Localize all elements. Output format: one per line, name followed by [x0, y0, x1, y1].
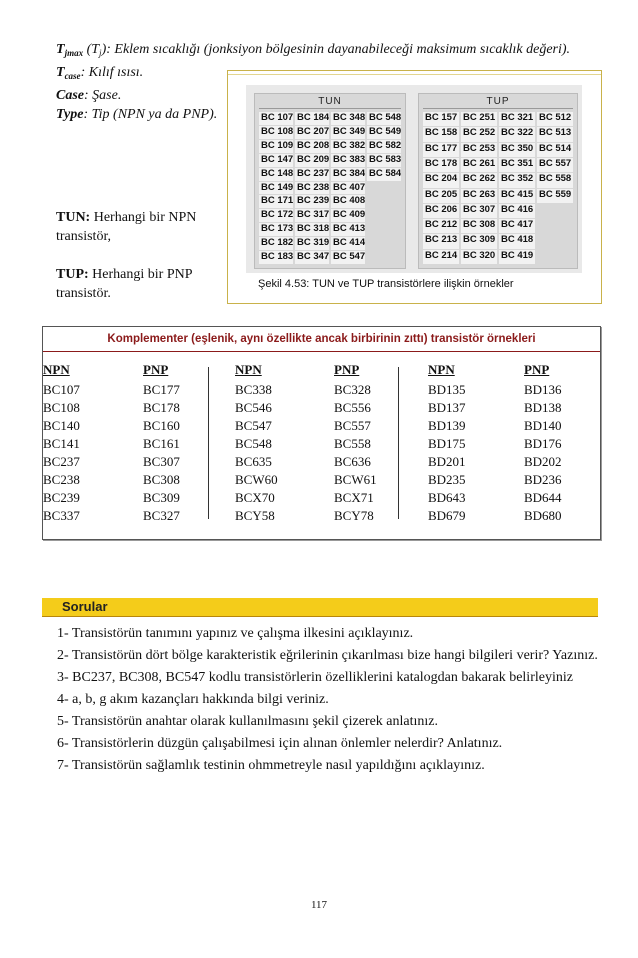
column-header: NPN	[428, 362, 455, 377]
tup-code-cell: BC 418	[499, 234, 535, 248]
tup-code-cell: BC 321	[499, 112, 535, 126]
tun-header: TUN	[259, 96, 401, 109]
transistor-code: BD235	[428, 472, 466, 487]
tun-code-cell: BC 413	[333, 223, 365, 235]
tun-code-cell: BC 208	[297, 139, 329, 151]
transistor-code: BCY58	[235, 508, 275, 523]
questions-heading-bar	[42, 598, 598, 617]
tup-code-cell: BC 558	[537, 173, 573, 187]
tun-panel	[254, 93, 406, 269]
tun-code-cell: BC 414	[333, 237, 365, 249]
question-item: 4- a, b, g akım kazançları hakkında bilgi veriniz.	[57, 692, 329, 707]
tup-code-cell: BC 262	[461, 173, 497, 187]
transistor-code: BD136	[524, 382, 562, 397]
tup-code-cell: BC 416	[499, 204, 535, 218]
transistor-code: BC178	[143, 400, 180, 415]
transistor-code: BD139	[428, 418, 466, 433]
tun-code-cell: BC 182	[261, 237, 293, 249]
tun-code-cell: BC 172	[261, 209, 293, 221]
tun-code-cell: BC 319	[297, 237, 329, 249]
questions-heading: Sorular	[62, 599, 108, 614]
tun-code-cell: BC 349	[333, 125, 365, 137]
complementer-column-pnp	[524, 361, 562, 525]
question-item: 3- BC237, BC308, BC547 kodlu transistörlerin özelliklerini katalogdan bakarak belirleyiniz	[57, 670, 573, 685]
tup-code-cell: BC 415	[499, 189, 535, 203]
column-header: PNP	[524, 362, 550, 377]
transistor-code: BC239	[43, 490, 80, 505]
tun-code-cell: BC 384	[333, 167, 365, 179]
transistor-code: BC140	[43, 418, 80, 433]
transistor-code: BD137	[428, 400, 466, 415]
def-tjmax-symbol: $T_{jmax}$	[56, 42, 84, 58]
tun-code-cell: BC 184	[297, 112, 329, 123]
tun-code-cell: BC 347	[297, 251, 329, 263]
tup-code-cell: BC 206	[423, 204, 459, 218]
tup-code-cell: BC 513	[537, 127, 573, 141]
tup-code-grid	[423, 112, 573, 264]
def-tjmax: $T_{jmax}$ $(T_j)$: Eklem sıcaklığı (jonksiyon bölgesinin dayanabileceği maksimum sıcaklık değeri).	[56, 42, 571, 58]
transistor-code: BC636	[334, 454, 371, 469]
question-item: 7- Transistörün sağlamlık testinin ohmmetreyle nasıl yapıldığını açıklayınız.	[57, 758, 485, 773]
tup-code-cell: BC 557	[537, 158, 573, 172]
tun-code-cell: BC 239	[297, 195, 329, 207]
transistor-code: BC141	[43, 436, 80, 451]
transistor-code: BCX70	[235, 490, 275, 505]
question-item: 1- Transistörün tanımını yapınız ve çalışma ilkesini açıklayınız.	[57, 626, 414, 641]
complementer-column-pnp	[334, 361, 377, 525]
complementer-column-npn	[428, 361, 466, 525]
tup-code-cell: BC 177	[423, 143, 459, 157]
tun-code-cell: BC 408	[333, 195, 365, 207]
tun-code-cell: BC 409	[333, 209, 365, 221]
transistor-code: BC635	[235, 454, 272, 469]
tup-code-cell: BC 559	[537, 189, 573, 203]
transistor-code: BC308	[143, 472, 180, 487]
transistor-code: BD680	[524, 508, 562, 523]
transistor-code: BD643	[428, 490, 466, 505]
tun-code-cell: BC 549	[369, 125, 401, 137]
page-number: 117	[310, 899, 328, 911]
tup-code-cell: BC 178	[423, 158, 459, 172]
transistor-code: BD201	[428, 454, 466, 469]
column-divider	[398, 367, 399, 519]
transistor-code: BD679	[428, 508, 466, 523]
tup-code-cell: BC 213	[423, 234, 459, 248]
def-tup: TUP: Herhangi bir PNP transistör.	[56, 267, 192, 301]
complementer-column-pnp	[143, 361, 180, 525]
tup-code-cell: BC 261	[461, 158, 497, 172]
transistor-code: BC107	[43, 382, 80, 397]
column-header: PNP	[334, 362, 360, 377]
tun-code-cell: BC 173	[261, 223, 293, 235]
tup-header: TUP	[423, 96, 573, 109]
transistor-code: BC237	[43, 454, 80, 469]
column-header: NPN	[235, 362, 262, 377]
tun-code-cell: BC 548	[369, 112, 401, 123]
tup-code-cell: BC 419	[499, 250, 535, 264]
tup-panel	[418, 93, 578, 269]
transistor-code: BC309	[143, 490, 180, 505]
questions-list	[57, 624, 599, 778]
tun-code-cell: BC 209	[297, 153, 329, 165]
tun-code-grid	[259, 112, 401, 264]
transistor-code: BD135	[428, 382, 466, 397]
transistor-code: BC547	[235, 418, 272, 433]
complementer-column-npn	[43, 361, 80, 525]
tun-code-cell: BC 584	[369, 167, 401, 179]
transistor-code: BD175	[428, 436, 466, 451]
transistor-code: BC177	[143, 382, 180, 397]
transistor-code: BC307	[143, 454, 180, 469]
transistor-code: BCX71	[334, 490, 374, 505]
transistor-code: BD176	[524, 436, 562, 451]
def-tun: TUN: Herhangi bir NPN transistör,	[56, 210, 197, 244]
tun-code-cell: BC 582	[369, 139, 401, 151]
figure-top-rule	[228, 74, 601, 75]
tup-code-cell: BC 307	[461, 204, 497, 218]
transistor-code: BD202	[524, 454, 562, 469]
tup-code-cell: BC 322	[499, 127, 535, 141]
question-item: 5- Transistörün anahtar olarak kullanılmasını şekil çizerek anlatınız.	[57, 714, 439, 729]
tup-code-cell: BC 308	[461, 219, 497, 233]
tup-code-cell: BC 309	[461, 234, 497, 248]
figure-4-53	[227, 70, 602, 304]
tup-code-cell: BC 320	[461, 250, 497, 264]
transistor-code: BD140	[524, 418, 562, 433]
transistor-code: BC546	[235, 400, 272, 415]
transistor-code: BCY78	[334, 508, 374, 523]
transistor-code: BC108	[43, 400, 80, 415]
complementer-column-npn	[235, 361, 278, 525]
transistor-code: BD236	[524, 472, 562, 487]
tup-code-cell: BC 351	[499, 158, 535, 172]
tun-code-cell: BC 109	[261, 139, 293, 151]
tup-code-cell: BC 158	[423, 127, 459, 141]
transistor-code: BCW61	[334, 472, 377, 487]
complementer-rule	[43, 351, 600, 352]
tup-code-cell: BC 512	[537, 112, 573, 126]
tup-code-cell: BC 204	[423, 173, 459, 187]
tun-code-cell: BC 318	[297, 223, 329, 235]
tun-code-cell: BC 547	[333, 251, 365, 263]
tup-code-cell: BC 417	[499, 219, 535, 233]
tup-code-cell: BC 251	[461, 112, 497, 126]
transistor-code: BC548	[235, 436, 272, 451]
def-case: Case: Şase.	[56, 88, 122, 103]
complementer-table	[42, 326, 601, 540]
tun-code-cell: BC 583	[369, 153, 401, 165]
column-header: PNP	[143, 362, 169, 377]
tup-code-cell: BC 157	[423, 112, 459, 126]
transistor-code: BC557	[334, 418, 371, 433]
transistor-photo	[246, 85, 582, 273]
tun-code-cell: BC 107	[261, 112, 293, 123]
transistor-code: BC556	[334, 400, 371, 415]
tup-code-cell: BC 205	[423, 189, 459, 203]
def-tcase: $T_{case}$: Kılıf ısısı.	[56, 65, 144, 81]
tup-code-cell: BC 350	[499, 143, 535, 157]
tun-code-cell: BC 108	[261, 125, 293, 137]
transistor-code: BD644	[524, 490, 562, 505]
column-divider	[208, 367, 209, 519]
question-item: 6- Transistörlerin düzgün çalışabilmesi için alınan önlemler nelerdir? Anlatınız.	[57, 736, 503, 751]
tup-code-cell: BC 214	[423, 250, 459, 264]
tup-code-cell: BC 263	[461, 189, 497, 203]
tup-code-cell: BC 252	[461, 127, 497, 141]
transistor-code: BC338	[235, 382, 272, 397]
transistor-code: BC558	[334, 436, 371, 451]
tun-code-cell: BC 407	[333, 181, 365, 193]
tun-code-cell: BC 382	[333, 139, 365, 151]
def-tjmax-text: : Eklem sıcaklığı (jonksiyon bölgesinin dayanabileceği maksimum sıcaklık değeri).	[106, 42, 571, 57]
transistor-code: BC327	[143, 508, 180, 523]
transistor-code: BC238	[43, 472, 80, 487]
transistor-code: BC160	[143, 418, 180, 433]
tup-code-cell: BC 212	[423, 219, 459, 233]
transistor-code: BCW60	[235, 472, 278, 487]
tun-code-cell: BC 148	[261, 167, 293, 179]
tun-code-cell: BC 149	[261, 181, 293, 193]
tun-code-cell: BC 207	[297, 125, 329, 137]
def-type: Type: Tip (NPN ya da PNP).	[56, 107, 218, 122]
tup-code-cell: BC 352	[499, 173, 535, 187]
question-item: 2- Transistörün dört bölge karakteristik eğrilerinin çıkarılması bize hangi bilgileri verir? Yazınız.	[57, 648, 598, 663]
transistor-code: BD138	[524, 400, 562, 415]
column-header: NPN	[43, 362, 70, 377]
complementer-title: Komplementer (eşlenik, aynı özellikte ancak birbirinin zıttı) transistör örnekleri	[107, 333, 536, 345]
tun-code-cell: BC 348	[333, 112, 365, 123]
tun-code-cell: BC 183	[261, 251, 293, 263]
tun-code-cell: BC 383	[333, 153, 365, 165]
def-tcase-symbol: $T_{case}$	[56, 65, 81, 81]
tun-code-cell: BC 317	[297, 209, 329, 221]
tun-code-cell: BC 238	[297, 181, 329, 193]
tup-code-cell: BC 514	[537, 143, 573, 157]
tup-code-cell: BC 253	[461, 143, 497, 157]
transistor-code: BC328	[334, 382, 371, 397]
transistor-code: BC337	[43, 508, 80, 523]
tun-code-cell: BC 237	[297, 167, 329, 179]
figure-caption: Şekil 4.53: TUN ve TUP transistörlere ilişkin örnekler	[258, 278, 514, 290]
tun-code-cell: BC 147	[261, 153, 293, 165]
tun-code-cell: BC 171	[261, 195, 293, 207]
transistor-code: BC161	[143, 436, 180, 451]
